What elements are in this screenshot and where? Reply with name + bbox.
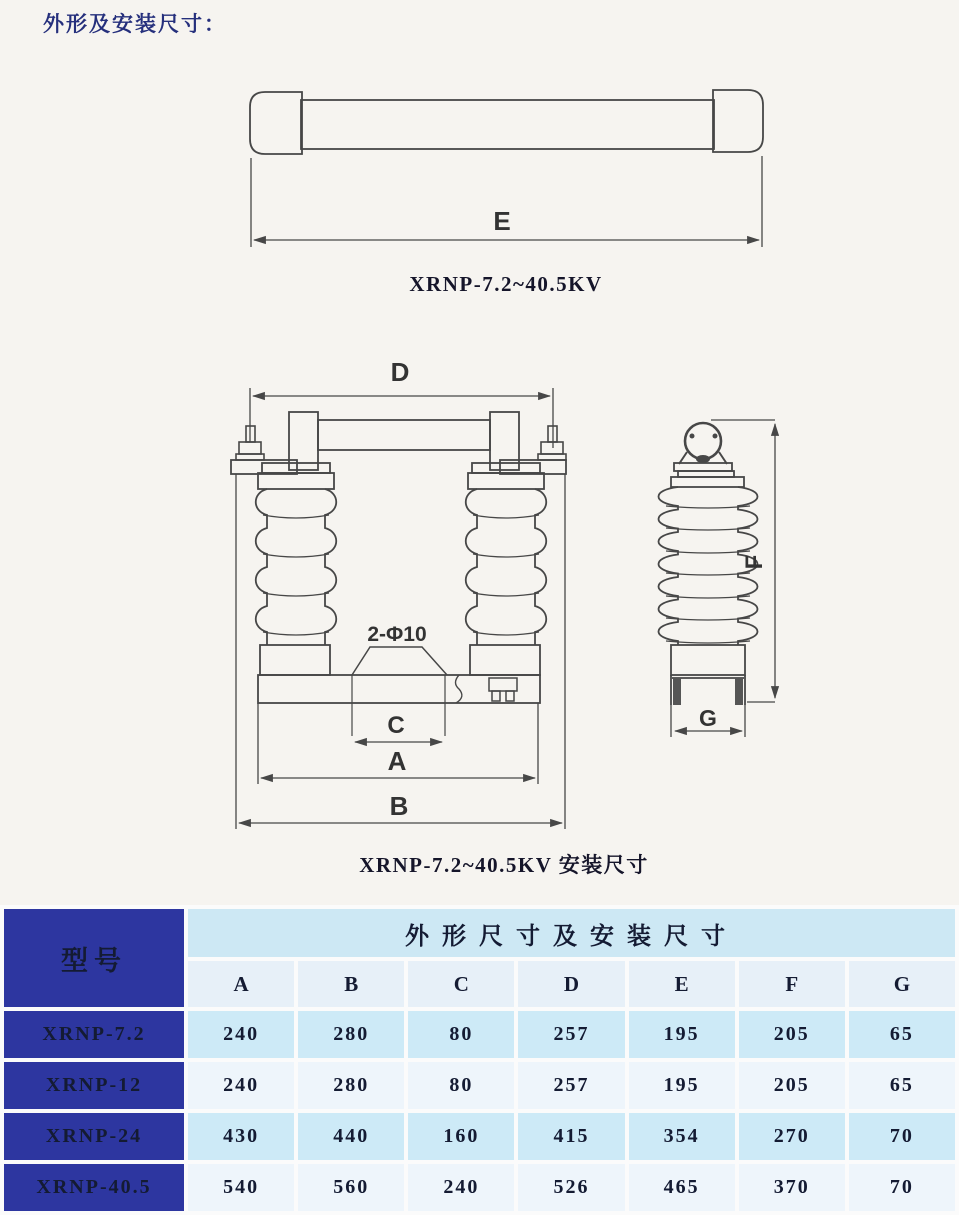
- dim-label-e: E: [493, 206, 511, 236]
- value-cell: 257: [518, 1011, 624, 1058]
- dim-label-c: C: [387, 712, 405, 739]
- page-title: 外形及安装尺寸：: [43, 13, 227, 36]
- value-cell: 560: [298, 1164, 404, 1211]
- channel-base: [671, 675, 745, 705]
- value-cell: 205: [739, 1011, 845, 1058]
- dim-label-d: D: [390, 357, 410, 387]
- model-cell: XRNP-12: [4, 1062, 184, 1109]
- value-cell: 80: [408, 1011, 514, 1058]
- value-cell: 280: [298, 1062, 404, 1109]
- fuse-installation-front-view: [231, 357, 566, 829]
- right-terminal-bolt: [538, 426, 566, 460]
- value-cell: 70: [849, 1113, 955, 1160]
- model-column-header: 型号: [4, 909, 184, 1007]
- hole-label: 2-Φ10: [367, 623, 427, 646]
- value-cell: 80: [408, 1062, 514, 1109]
- model-cell: XRNP-7.2: [4, 1011, 184, 1058]
- technical-drawings: [0, 55, 959, 900]
- fuse-overall-drawing: [250, 90, 763, 247]
- value-cell: 195: [629, 1011, 735, 1058]
- value-cell: 65: [849, 1011, 955, 1058]
- value-cell: 205: [739, 1062, 845, 1109]
- value-cell: 354: [629, 1113, 735, 1160]
- column-header-a: A: [188, 961, 294, 1007]
- left-insulator: [256, 463, 337, 675]
- column-header-d: D: [518, 961, 624, 1007]
- dimensions-table: [0, 905, 959, 1215]
- value-cell: 540: [188, 1164, 294, 1211]
- fuse-installation-side-view: [659, 420, 776, 737]
- side-insulator: [659, 471, 758, 675]
- value-cell: 465: [629, 1164, 735, 1211]
- value-cell: 526: [518, 1164, 624, 1211]
- table-group-header: 外形尺寸及安装尺寸: [188, 909, 955, 957]
- value-cell: 280: [298, 1011, 404, 1058]
- right-insulator: [466, 463, 547, 675]
- table-group-header-row: [4, 909, 955, 957]
- model-cell: XRNP-24: [4, 1113, 184, 1160]
- model-cell: XRNP-40.5: [4, 1164, 184, 1211]
- value-cell: 415: [518, 1113, 624, 1160]
- base-mounting-bolt: [489, 678, 517, 701]
- base-plate: [258, 675, 540, 703]
- column-header-g: G: [849, 961, 955, 1007]
- column-header-b: B: [298, 961, 404, 1007]
- value-cell: 65: [849, 1062, 955, 1109]
- fuse-clip: [674, 423, 732, 471]
- overall-caption: XRNP-7.2~40.5KV: [409, 272, 603, 296]
- front-fuse-tube: [318, 420, 490, 450]
- table-row: [4, 1011, 955, 1058]
- value-cell: 195: [629, 1062, 735, 1109]
- value-cell: 440: [298, 1113, 404, 1160]
- value-cell: 70: [849, 1164, 955, 1211]
- fuse-left-cap: [250, 92, 302, 154]
- installation-caption: XRNP-7.2~40.5KV 安装尺寸: [359, 853, 649, 877]
- table-row: [4, 1062, 955, 1109]
- base-break-line: [456, 675, 462, 703]
- value-cell: 240: [188, 1062, 294, 1109]
- dim-label-a: A: [387, 746, 407, 776]
- value-cell: 370: [739, 1164, 845, 1211]
- value-cell: 257: [518, 1062, 624, 1109]
- column-header-f: F: [739, 961, 845, 1007]
- value-cell: 240: [408, 1164, 514, 1211]
- dim-label-b: B: [389, 791, 409, 821]
- fuse-right-cap: [713, 90, 763, 152]
- value-cell: 270: [739, 1113, 845, 1160]
- dim-d: [250, 388, 553, 448]
- value-cell: 160: [408, 1113, 514, 1160]
- fuse-tube: [301, 100, 714, 149]
- column-header-e: E: [629, 961, 735, 1007]
- value-cell: 430: [188, 1113, 294, 1160]
- value-cell: 240: [188, 1011, 294, 1058]
- dim-label-f: F: [741, 554, 768, 570]
- dim-label-g: G: [699, 705, 717, 731]
- front-right-clamp: [490, 412, 519, 470]
- table-row: [4, 1164, 955, 1211]
- column-header-c: C: [408, 961, 514, 1007]
- table-row: [4, 1113, 955, 1160]
- front-left-clamp: [289, 412, 318, 470]
